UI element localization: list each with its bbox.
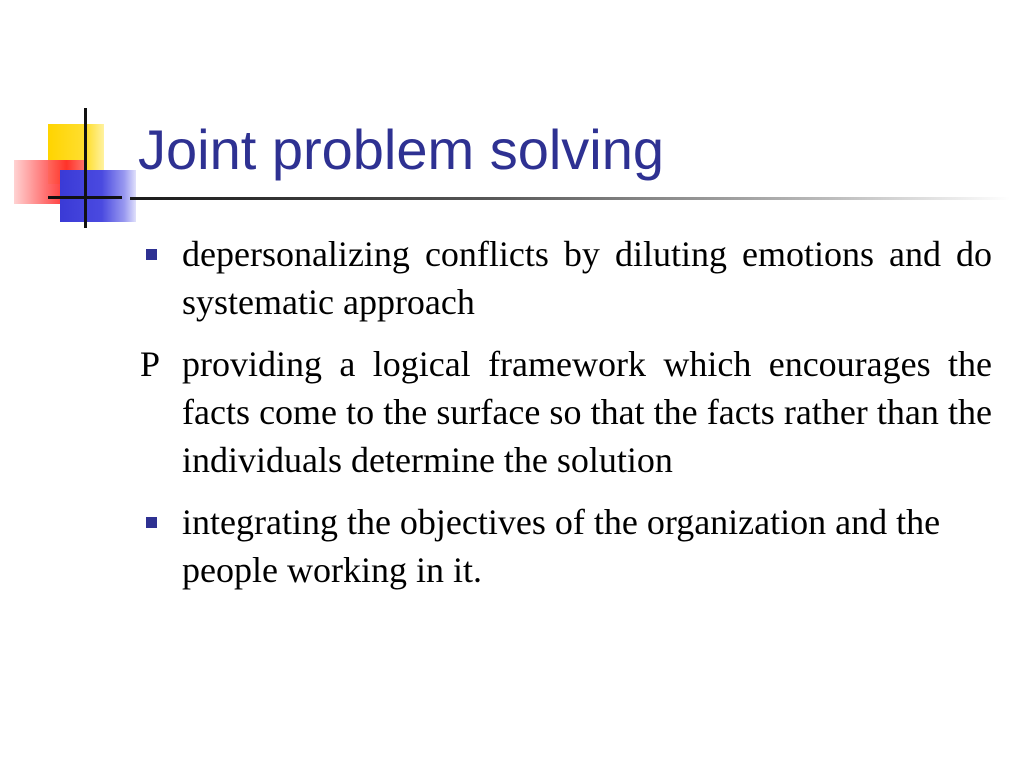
square-bullet-icon: [146, 517, 157, 528]
list-item: [140, 230, 992, 326]
list-item-text: depersonalizing conflicts by diluting emotions and do systematic approach: [182, 234, 992, 322]
square-bullet-icon: [146, 249, 157, 260]
bullet-marker: [140, 230, 182, 278]
bullet-list: [140, 230, 992, 608]
bullet-marker: P: [140, 344, 161, 384]
title-underline: [130, 197, 1010, 200]
list-item-text: integrating the objectives of the organization and the people working in it.: [182, 502, 941, 590]
bullet-marker: [140, 498, 182, 546]
logo-horizontal-line: [48, 196, 122, 199]
list-item-text: providing a logical framework which encourages the facts come to the surface so that the facts rather than the individuals determine the solution: [182, 344, 992, 480]
slide-title: Joint problem solving: [138, 118, 665, 181]
logo-vertical-line: [84, 108, 87, 228]
list-item: [140, 498, 992, 594]
list-item: [140, 340, 992, 484]
